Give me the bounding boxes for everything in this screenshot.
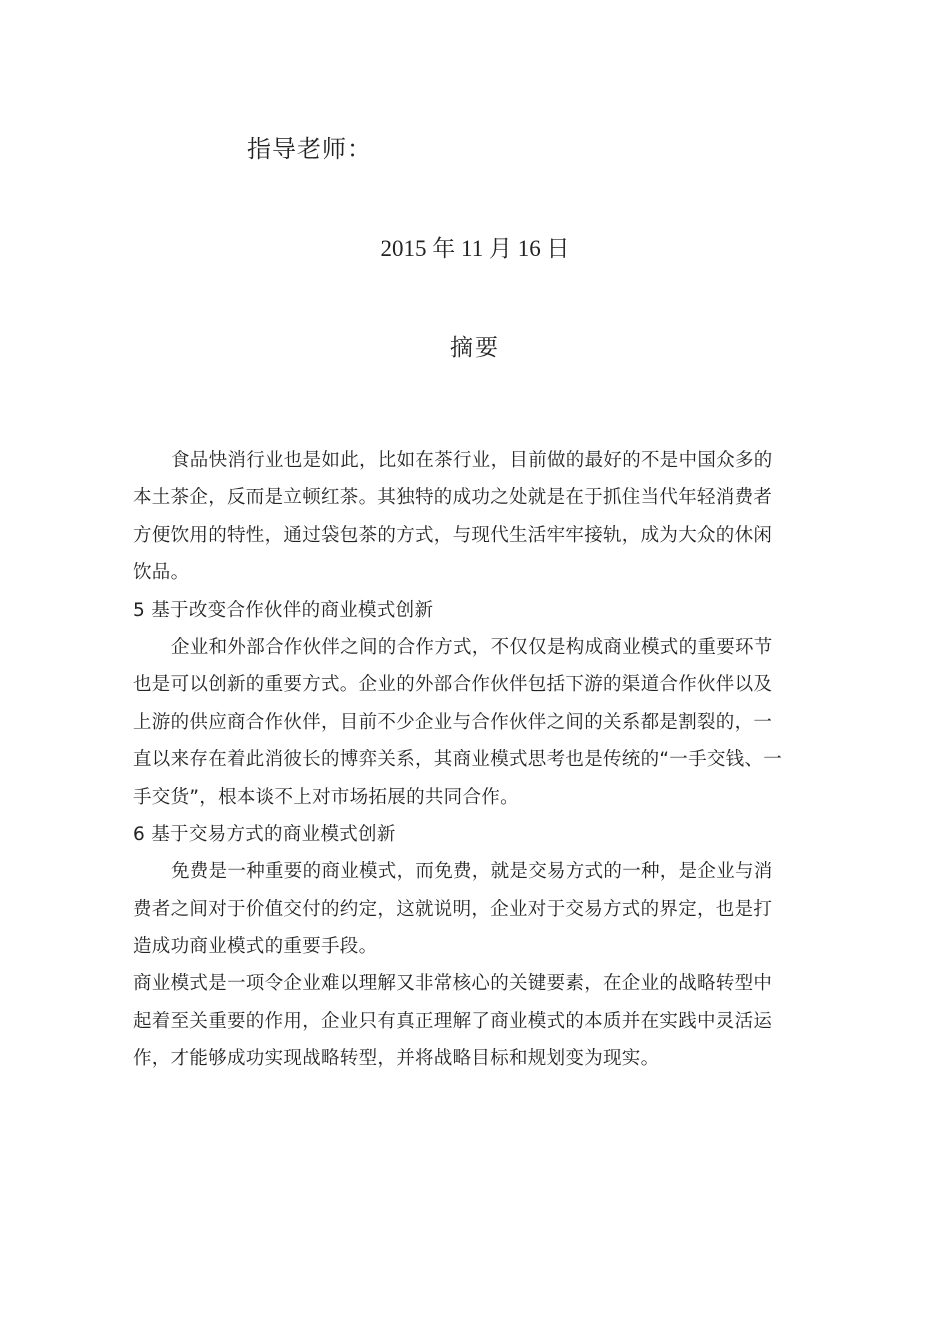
text-line: 起着至关重要的作用，企业只有真正理解了商业模式的本质并在实践中灵活运 [133,1010,773,1032]
text-line: 饮品。 [133,562,190,584]
text-line: 免费是一种重要的商业模式，而免费，就是交易方式的一种，是企业与消 [171,861,773,883]
text-line: 上游的供应商合作伙伴，目前不少企业与合作伙伴之间的关系都是割裂的，一 [133,711,773,733]
document-date: 2015 年 11 月 16 日 [380,236,570,261]
text-line: 造成功商业模式的重要手段。 [133,936,378,958]
text-line: 直以来存在着此消彼长的博弈关系，其商业模式思考也是传统的“一手交钱、一 [133,749,783,771]
text-line: 方便饮用的特性，通过袋包茶的方式，与现代生活牢牢接轨，成为大众的休闲 [133,524,773,546]
text-line: 企业和外部合作伙伴之间的合作方式，不仅仅是构成商业模式的重要环节 [171,636,773,658]
text-line: 食品快消行业也是如此，比如在茶行业，目前做的最好的不是中国众多的 [171,450,773,471]
text-line: 商业模式是一项令企业难以理解又非常核心的关键要素，在企业的战略转型中 [133,973,773,995]
section-heading: 6 基于交易方式的商业模式创新 [133,823,396,845]
advisor-label: 指导老师： [247,135,372,163]
body-text [133,442,798,1078]
text-line: 本土茶企，反而是立顿红茶。其独特的成功之处就是在于抓住当代年轻消费者 [133,487,773,509]
text-line: 手交货”，根本谈不上对市场拓展的共同合作。 [133,786,519,808]
abstract-heading: 摘要 [450,335,500,361]
text-line: 作，才能够成功实现战略转型，并将战略目标和规划变为现实。 [133,1048,660,1070]
text-line: 也是可以创新的重要方式。企业的外部合作伙伴包括下游的渠道合作伙伴以及 [133,674,773,696]
section-heading: 5 基于改变合作伙伴的商业模式创新 [133,599,434,621]
text-line: 费者之间对于价值交付的约定，这就说明，企业对于交易方式的界定，也是打 [133,898,773,920]
